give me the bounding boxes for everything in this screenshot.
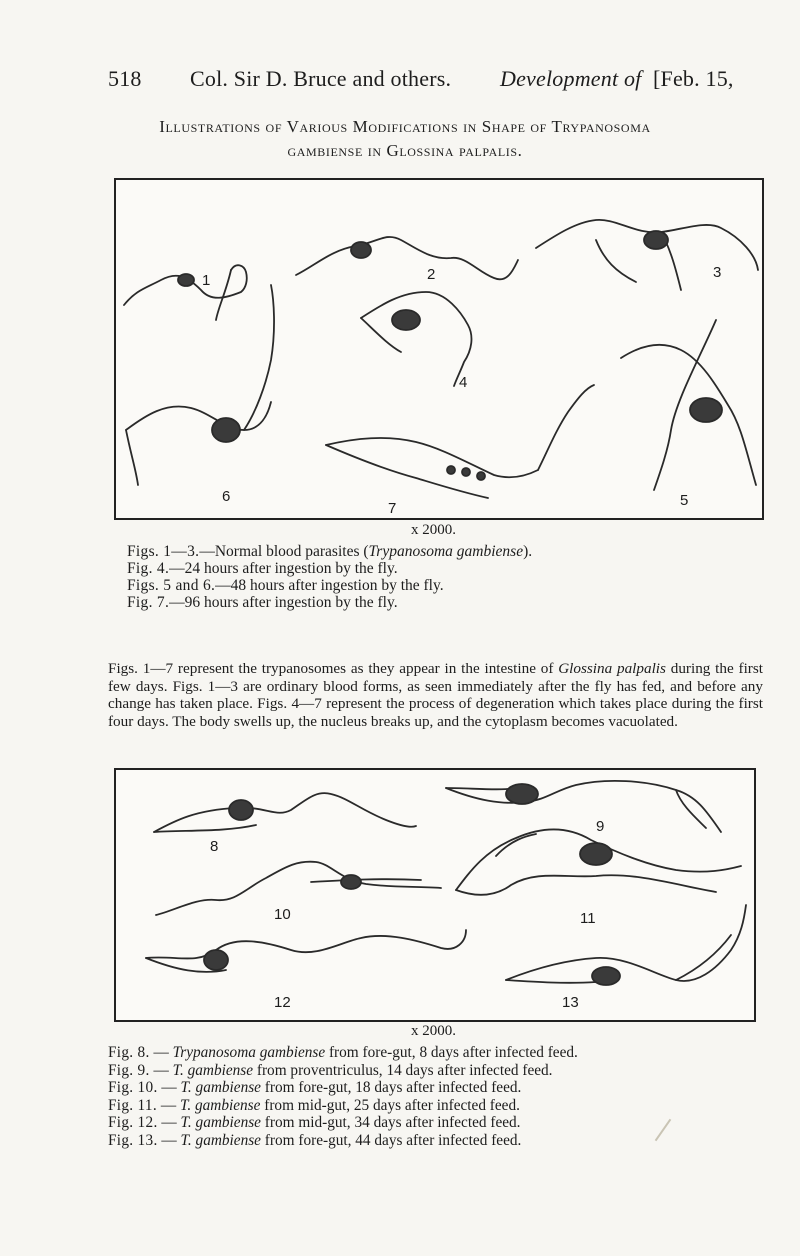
trypanosome-fig-2 xyxy=(296,237,518,279)
plate-2-figure-panel xyxy=(114,768,756,1022)
plate-1-drawing xyxy=(116,180,762,518)
caption-line: Figs. 5 and 6.—48 hours after ingestion by the fly. xyxy=(127,577,444,594)
figure-number-10: 10 xyxy=(274,906,291,923)
figure-number-6: 6 xyxy=(222,488,231,505)
figure-number-3: 3 xyxy=(713,264,722,281)
figure-number-9: 9 xyxy=(596,818,605,835)
plate-1-figure-panel xyxy=(114,178,764,520)
scan-artifact-mark xyxy=(655,1119,672,1141)
caption-line: Fig. 7.—96 hours after ingestion by the fly. xyxy=(127,594,398,611)
header-title: Development of xyxy=(500,66,642,91)
trypanosome-fig-12 xyxy=(146,930,466,959)
figure-number-2: 2 xyxy=(427,266,436,283)
plate-1-captions xyxy=(127,543,532,611)
plate-title-line-1: Illustrations of Various Modifications in Shape of Trypanosoma xyxy=(159,117,651,136)
caption-line: Fig. 4.—24 hours after ingestion by the fly. xyxy=(127,560,398,577)
trypanosome-fig-6 xyxy=(126,402,271,430)
trypanosome-fig-13 xyxy=(506,905,746,981)
body-paragraph: Figs. 1—7 represent the trypanosomes as they appear in the intestine of Glossina palpalis during the first few days. Figs. 1—3 are ordinary blood forms, as seen immediately after the fly has fed, and before any change has taken place. Figs. 4—7 represent the process of degeneration which takes place during the first four days. The body swells up, the nucleus breaks up, and the cytoplasm becomes vacuolated. xyxy=(108,660,763,730)
caption-line: Fig. 8. — Trypanosoma gambiense from fore-gut, 8 days after infected feed. xyxy=(108,1044,578,1061)
trypanosome-fig-10 xyxy=(156,862,441,915)
figure-number-8: 8 xyxy=(210,838,219,855)
caption-line: Fig. 13. — T. gambiense from fore-gut, 44 days after infected feed. xyxy=(108,1131,522,1149)
trypanosome-fig-4 xyxy=(361,292,471,386)
caption-line: Figs. 1—3.—Normal blood parasites (Trypanosoma gambiense). xyxy=(127,543,533,560)
caption-line: Fig. 11. — T. gambiense from mid-gut, 25 days after infected feed. xyxy=(108,1096,520,1114)
trypanosome-fig-5 xyxy=(621,345,756,485)
figure-number-7: 7 xyxy=(388,500,397,517)
caption-line: Fig. 9. — T. gambiense from proventriculus, 14 days after infected feed. xyxy=(108,1061,553,1079)
figure-number-1: 1 xyxy=(202,272,211,289)
header-date: [Feb. 15, xyxy=(653,66,734,91)
plate-2-drawing xyxy=(116,770,754,1020)
plate-2-magnification: x 2000. xyxy=(411,1023,456,1039)
plate-1-magnification: x 2000. xyxy=(411,522,456,538)
plate-title-line-2: gambiense in Glossina palpalis. xyxy=(287,141,523,160)
caption-line: Fig. 10. — T. gambiense from fore-gut, 18 days after infected feed. xyxy=(108,1079,522,1096)
page-number: 518 xyxy=(108,66,142,91)
figure-number-11: 11 xyxy=(580,910,596,927)
figure-number-12: 12 xyxy=(274,994,291,1011)
header-authors: Col. Sir D. Bruce and others. xyxy=(190,66,452,91)
trypanosome-fig-8 xyxy=(154,793,416,832)
figure-number-4: 4 xyxy=(459,374,468,391)
plate-2-captions xyxy=(108,1044,578,1149)
figure-number-13: 13 xyxy=(562,994,579,1011)
figure-number-5: 5 xyxy=(680,492,689,509)
caption-line: Fig. 12. — T. gambiense from mid-gut, 34 days after infected feed. xyxy=(108,1114,521,1131)
plate-title xyxy=(60,115,750,163)
